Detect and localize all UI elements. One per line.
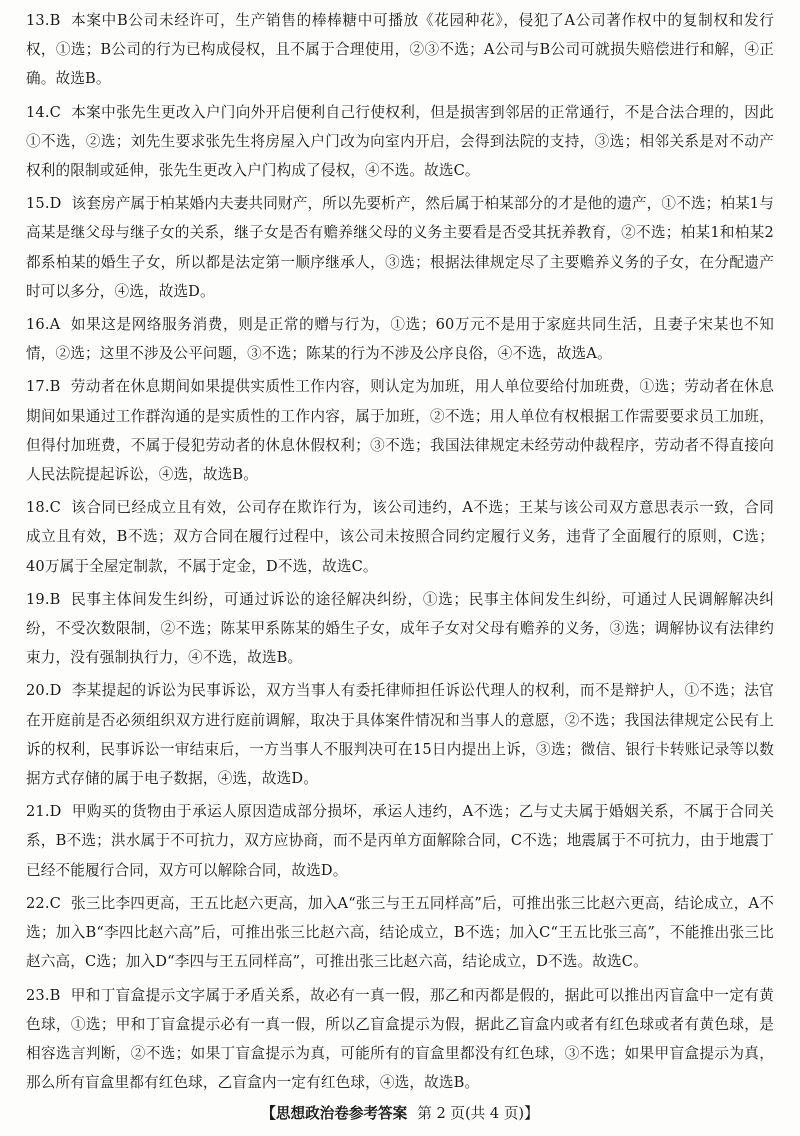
answer-key: C — [49, 894, 61, 912]
answer-20 — [26, 676, 774, 793]
answer-key: C — [49, 499, 61, 517]
question-number: 23. — [26, 986, 50, 1004]
answer-key: D — [49, 682, 62, 700]
answer-key: D — [49, 195, 62, 213]
answer-key: A — [49, 316, 61, 334]
answer-15 — [26, 189, 774, 306]
answer-explanation: 该合同已经成立且有效，公司存在欺诈行为，该公司违约，A不选；王某与该公司双方意思表示一致，合同成立且有效，B不选；双方合同在履行过程中，该公司未按照合同约定履行义务，违背了全面履行的原则，C选；40万属于全屋定制款，不属于定金，D不选，故选C。 — [26, 499, 774, 575]
answer-explanation: 如果这是网络服务消费，则是正常的赠与行为，①选；60万元不是用于家庭共同生活，且妻子宋某也不知情，②选；这里不涉及公平问题，③不选；陈某的行为不涉及公序良俗，④不选，故选A。 — [26, 316, 774, 363]
question-number: 22. — [26, 894, 50, 912]
answer-key: B — [49, 12, 61, 29]
answer-21 — [26, 797, 774, 885]
question-number: 17. — [26, 378, 50, 396]
answer-19 — [26, 585, 774, 673]
question-number: 21. — [26, 803, 50, 821]
answer-14 — [26, 98, 774, 186]
answer-key: B — [49, 986, 61, 1004]
answer-13 — [26, 6, 774, 94]
answer-key: B — [49, 590, 61, 608]
answer-key: B — [49, 378, 61, 396]
answer-17 — [26, 372, 774, 489]
answer-explanation: 民事主体间发生纠纷，可通过诉讼的途径解决纠纷，①选；民事主体间发生纠纷，可通过人民调解解决纠纷，不受次数限制，②不选；陈某甲系陈某的婚生子女，成年子女对父母有赡养的义务，③选；调解协议有法律约束力，没有强制执行力，④不选，故选B。 — [26, 590, 774, 667]
answer-list — [26, 6, 774, 1101]
page-number: 第 2 页(共 4 页)】 — [417, 1105, 539, 1122]
answer-explanation: 本案中张先生更改入户门向外开启便利自己行使权利，但是损害到邻居的正常通行，不是合法合理的，因此①不选，②选；刘先生要求张先生将房屋入户门改为向室内开启，会得到法院的支持，③选；相邻关系是对不动产权利的限制或延伸，张先生更改入户门构成了侵权，④不选。故选C。 — [26, 103, 774, 180]
question-number: 13. — [26, 12, 50, 29]
question-number: 20. — [26, 682, 50, 700]
answer-explanation: 李某提起的诉讼为民事诉讼，双方当事人有委托律师担任诉讼代理人的权利，而不是辩护人，①不选；法官在开庭前是否必须组织双方进行庭前调解，取决于具体案件情况和当事人的意愿，②不选；我国法律规定公民有上诉的权利，民事诉讼一审结束后，一方当事人不服判决可在15日内提出上诉，③选；微信、银行卡转账记录等以数据方式存储的属于电子数据，④选，故选D。 — [26, 682, 774, 788]
answer-explanation: 甲购买的货物由于承运人原因造成部分损坏，承运人违约，A不选；乙与丈夫属于婚姻关系，不属于合同关系，B不选；洪水属于不可抗力，双方应协商，而不是丙单方面解除合同，C不选；地震属于不可抗力，由于地震丁已经不能履行合同，双方可以解除合同，故选D。 — [26, 803, 774, 879]
question-number: 16. — [26, 316, 50, 334]
answer-explanation: 该套房产属于柏某婚内夫妻共同财产，所以先要析产，然后属于柏某部分的才是他的遗产，①不选；柏某1与高某是继父母与继子女的关系，继子女是否有赡养继父母的义务主要看是否受其抚养教育，②不选；柏某1和柏某2都系柏某的婚生子女，所以都是法定第一顺序继承人，③选；根据法律规定尽了主要赡养义务的子女，在分配遗产时可以多分，④选，故选D。 — [26, 195, 774, 300]
question-number: 19. — [26, 590, 50, 608]
answer-explanation: 张三比李四更高，王五比赵六更高，加入A“张三与王五同样高”后，可推出张三比赵六更高，结论成立，A不选；加入B“李四比赵六高”后，可推出张三比赵六高，结论成立，B不选；加入C“王五比张三高”，不能推出张三比赵六高，C选；加入D“李四与王五同样高”，可推出张三比赵六高，结论成立，D不选。故选C。 — [26, 894, 774, 971]
question-number: 18. — [26, 499, 50, 517]
answer-explanation: 劳动者在休息期间如果提供实质性工作内容，则认定为加班，用人单位要给付加班费，①选；劳动者在休息期间如果通过工作群沟通的是实质性的工作内容，属于加班，②不选；用人单位有权根据工作需要要求员工加班，但得付加班费，不属于侵犯劳动者的休息休假权利；③不选；我国法律规定未经劳动仲裁程序，劳动者不得直接向人民法院提起诉讼，④选，故选B。 — [26, 378, 774, 484]
answer-22 — [26, 889, 774, 977]
answer-key: D — [49, 803, 62, 821]
answer-explanation: 本案中B公司未经许可，生产销售的棒棒糖中可播放《花园种花》，侵犯了A公司著作权中的复制权和发行权，①选；B公司的行为已构成侵权，且不属于合理使用，②③不选；A公司与B公司可就损失赔偿进行和解，④正确。故选B。 — [26, 12, 774, 88]
answer-explanation: 甲和丁盲盒提示文字属于矛盾关系，故必有一真一假，那乙和丙都是假的，据此可以推出丙盲盒中一定有黄色球，①选；甲和丁盲盒提示必有一真一假，所以乙盲盒提示为假，据此乙盲盒内或者有红色球或者有黄色球，是相容选言判断，②不选；如果丁盲盒提示为真，可能所有的盲盒里都没有红色球，③不选；如果甲盲盒提示为真，那么所有盲盒里都有红色球，乙盲盒内一定有红色球，④选，故选B。 — [26, 986, 774, 1092]
document-title: 【思想政治卷参考答案 — [261, 1105, 408, 1122]
answer-16 — [26, 310, 774, 368]
answer-23 — [26, 981, 774, 1098]
question-number: 15. — [26, 195, 50, 213]
answer-18 — [26, 493, 774, 581]
question-number: 14. — [26, 103, 50, 121]
answer-key: C — [49, 103, 61, 121]
page-footer — [0, 1102, 800, 1126]
